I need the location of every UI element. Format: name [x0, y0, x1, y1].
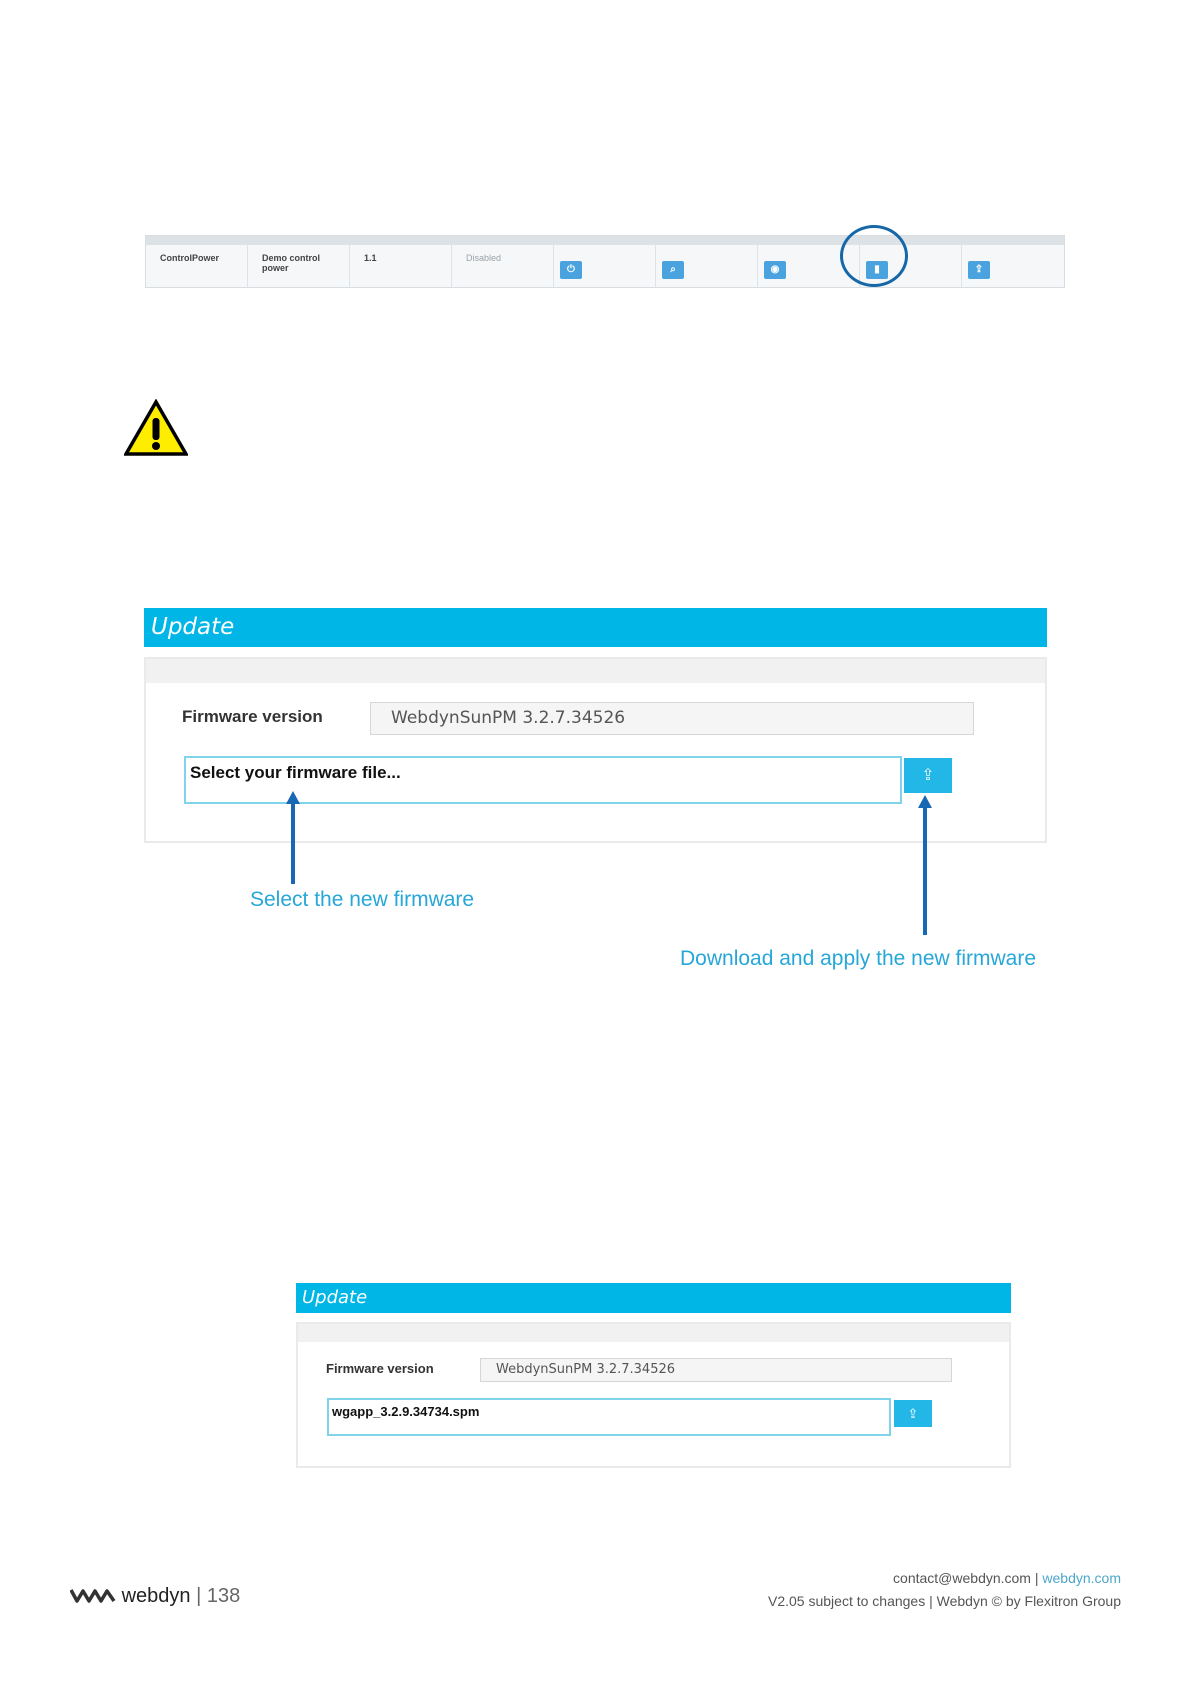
- search-icon[interactable]: ⌕: [662, 261, 684, 279]
- cell-action-1: [554, 245, 656, 288]
- cell-name: ControlPower: [146, 245, 248, 288]
- firmware-version-field: WebdynSunPM 3.2.7.34526: [370, 702, 974, 735]
- cell-action-5: [962, 245, 1066, 288]
- webdyn-logo-icon: [70, 1586, 116, 1604]
- arrow-download-head: [918, 795, 932, 808]
- firmware-file-input[interactable]: Select your firmware file...: [184, 756, 902, 804]
- footer-legal: V2.05 subject to changes | Webdyn © by Flexitron Group: [768, 1593, 1121, 1609]
- footer-contact-line: [893, 1570, 1121, 1586]
- update-panel-2-body: [296, 1322, 1011, 1468]
- firmware-version-field-2: WebdynSunPM 3.2.7.34526: [480, 1358, 952, 1382]
- cell-action-2: [656, 245, 758, 288]
- trash-icon[interactable]: ▮: [866, 261, 888, 279]
- eye-icon[interactable]: ◉: [764, 261, 786, 279]
- download-apply-button-2[interactable]: [894, 1400, 932, 1427]
- panel-2-header-band: [298, 1324, 1009, 1342]
- table-header-band: [146, 236, 1064, 245]
- update-panel-body: [144, 657, 1047, 843]
- footer-brand: [70, 1585, 240, 1608]
- callout-select-firmware: Select the new firmware: [250, 888, 475, 911]
- upload-icon[interactable]: ⇪: [968, 261, 990, 279]
- highlight-circle: [840, 225, 908, 287]
- firmware-version-label-2: Firmware version: [326, 1361, 434, 1376]
- firmware-version-label: Firmware version: [182, 707, 323, 726]
- description-line-2: power: [262, 263, 289, 273]
- arrow-download-line: [923, 806, 927, 935]
- upload-user-icon: ⇪: [921, 767, 935, 784]
- update-panel-title: Update: [144, 608, 1047, 647]
- cell-description: [248, 245, 350, 288]
- panel-header-band: [146, 659, 1045, 683]
- download-apply-button[interactable]: [904, 758, 952, 793]
- contact-separator: |: [1034, 1570, 1043, 1586]
- callout-download-firmware: Download and apply the new firmware: [680, 947, 1037, 970]
- cell-version: 1.1: [350, 245, 452, 288]
- page-number: 138: [206, 1585, 241, 1607]
- arrow-select-head: [286, 791, 300, 804]
- arrow-select-line: [291, 802, 295, 884]
- footer-brand-name: webdyn: [121, 1585, 191, 1607]
- contact-email[interactable]: contact@webdyn.com: [893, 1570, 1031, 1586]
- warning-icon: [124, 399, 188, 457]
- cell-status: Disabled: [452, 245, 554, 288]
- firmware-file-input-2[interactable]: wgapp_3.2.9.34734.spm: [327, 1398, 891, 1436]
- website-link[interactable]: webdyn.com: [1042, 1570, 1121, 1586]
- update-panel-2-title: Update: [296, 1283, 1011, 1313]
- power-icon[interactable]: ⏻: [560, 261, 582, 279]
- footer-separator: |: [196, 1585, 207, 1607]
- device-table-row: [145, 235, 1065, 288]
- description-line-1: Demo control: [262, 253, 321, 263]
- upload-user-icon-2: ⇪: [907, 1406, 919, 1421]
